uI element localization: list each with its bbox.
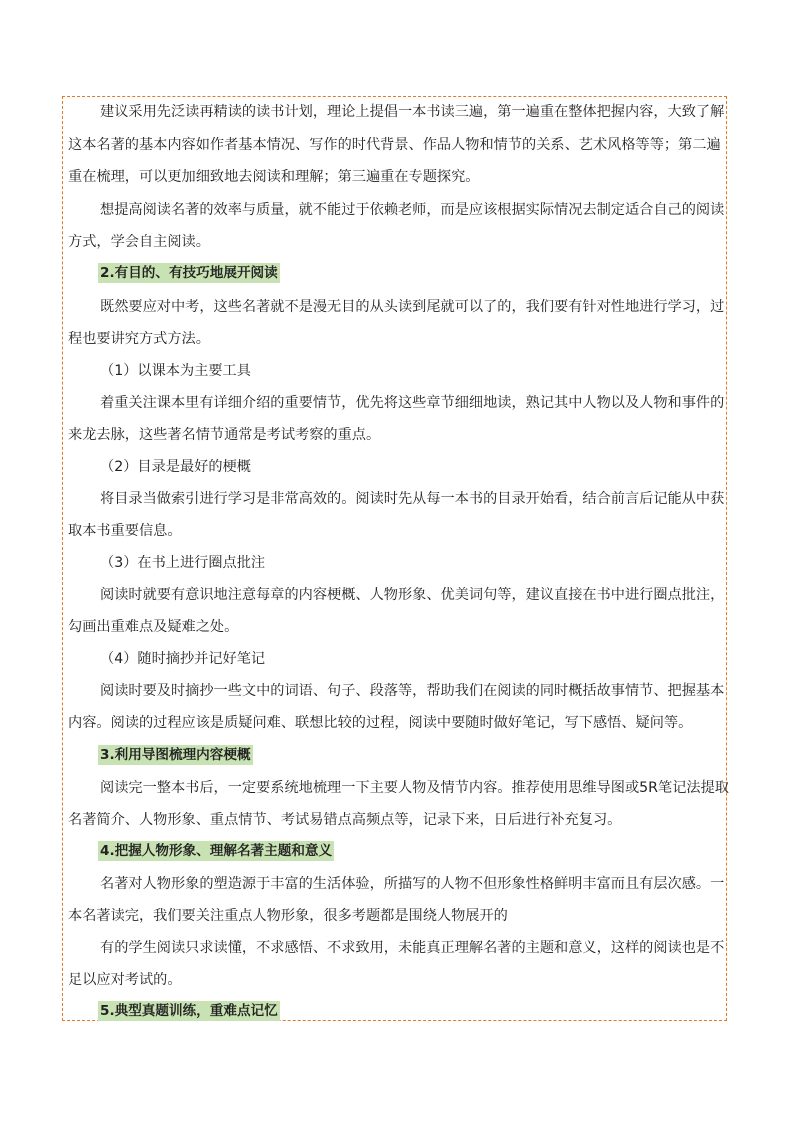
subheading-4: （4）随时摘抄并记好笔记 [100, 651, 266, 667]
paragraph-line: 足以应对考试的。 [68, 972, 182, 988]
paragraph-line: 名著简介、人物形象、重点情节、考试易错点高频点等，记录下来，日后进行补充复习。 [68, 812, 622, 828]
section-heading-2: 2.有目的、有技巧地展开阅读 [100, 265, 278, 281]
paragraph-line: 内容。阅读的过程应该是质疑问难、联想比较的过程，阅读中要随时做好笔记，写下感悟、疑问等。 [68, 715, 693, 731]
paragraph-line: 有的学生阅读只求读懂，不求感悟、不求致用，未能真正理解名著的主题和意义，这样的阅读也是不 [100, 940, 725, 956]
paragraph-line: 方式，学会自主阅读。 [68, 234, 210, 250]
subheading-1: （1）以课本为主要工具 [100, 363, 251, 379]
paragraph-line: 着重关注课本里有详细介绍的重要情节，优先将这些章节细细地读，熟记其中人物以及人物和事件的 [100, 395, 725, 411]
paragraph-line: 取本书重要信息。 [68, 523, 182, 539]
paragraph-line: 将目录当做索引进行学习是非常高效的。阅读时先从每一本书的目录开始看，结合前言后记能从中获 [100, 491, 725, 507]
paragraph-line: 这本名著的基本内容如作者基本情况、写作的时代背景、作品人物和情节的关系、艺术风格等等；第二遍 [68, 137, 721, 153]
paragraph-line: 程也要讲究方式方法。 [68, 331, 210, 347]
paragraph-line: 来龙去脉，这些著名情节通常是考试考察的重点。 [68, 427, 381, 443]
paragraph-line: 本名著读完，我们要关注重点人物形象，很多考题都是围绕人物展开的 [68, 908, 508, 924]
paragraph-line: 建议采用先泛读再精读的读书计划，理论上提倡一本书读三遍，第一遍重在整体把握内容，大致了解 [100, 104, 725, 120]
paragraph-line: 阅读时要及时摘抄一些文中的词语、句子、段落等，帮助我们在阅读的同时概括故事情节、把握基本 [100, 683, 725, 699]
paragraph-line: 阅读完一整本书后，一定要系统地梳理一下主要人物及情节内容。推荐使用思维导图或5R笔记法提取 [100, 780, 729, 796]
section-heading-3: 3.利用导图梳理内容梗概 [100, 747, 251, 763]
paragraph-line: 重在梳理，可以更加细致地去阅读和理解；第三遍重在专题探究。 [68, 169, 480, 185]
paragraph-line: 名著对人物形象的塑造源于丰富的生活体验，所描写的人物不但形象性格鲜明丰富而且有层次感。一 [100, 876, 725, 892]
section-heading-5: 5.典型真题训练，重难点记忆 [100, 1003, 278, 1019]
section-heading-4: 4.把握人物形象、理解名著主题和意义 [100, 843, 333, 859]
paragraph-line: 阅读时就要有意识地注意每章的内容梗概、人物形象、优美词句等，建议直接在书中进行圈点批注， [100, 587, 725, 603]
paragraph-line: 勾画出重难点及疑难之处。 [68, 619, 239, 635]
paragraph-line: 想提高阅读名著的效率与质量，就不能过于依赖老师，而是应该根据实际情况去制定适合自己的阅读 [100, 202, 725, 218]
subheading-3: （3）在书上进行圈点批注 [100, 555, 266, 571]
subheading-2: （2）目录是最好的梗概 [100, 459, 251, 475]
paragraph-line: 既然要应对中考，这些名著就不是漫无目的从头读到尾就可以了的，我们要有针对性地进行学习，过 [100, 299, 725, 315]
